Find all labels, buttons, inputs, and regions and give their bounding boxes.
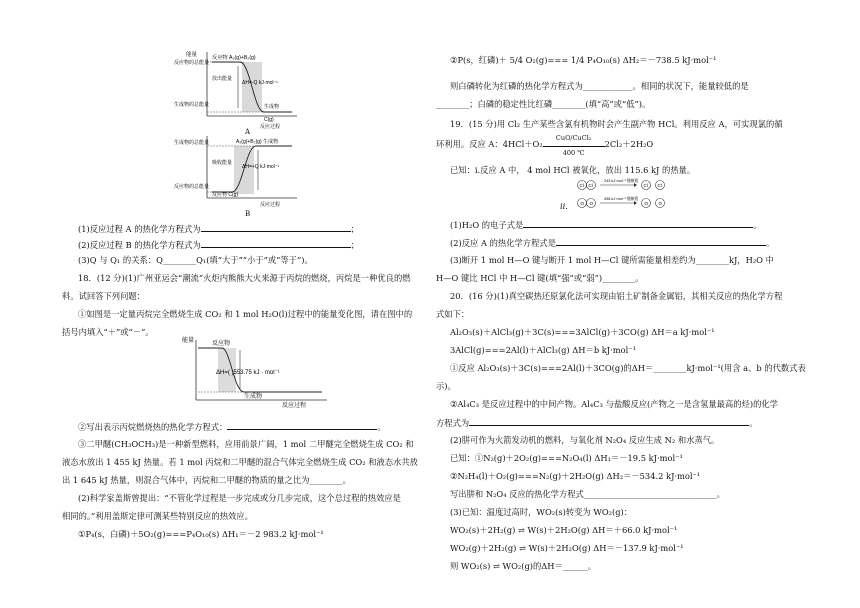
fig-b-dh: ΔH=+Q kJ·mol⁻¹ bbox=[242, 164, 280, 170]
fig18-xlabel: 反应过程 bbox=[282, 403, 307, 408]
bond-bottom-label: 498 kJ·mol⁻¹ 键断裂 bbox=[604, 197, 639, 201]
right-line-13: 式如下： bbox=[436, 309, 470, 319]
right-line-20: (2)肼可作为火箭发动机的燃料，与氧化剂 N₂O₄ 反应生成 N₂ 和水蒸气。 bbox=[450, 435, 720, 445]
fig-b-xlabel: 反应过程 bbox=[260, 202, 281, 208]
svg-text:O: O bbox=[658, 201, 663, 206]
question-18-line-8: 出 1 645 kJ 热量，则混合气体中，丙烷和二甲醚的物质的量之比为________。 bbox=[62, 475, 351, 485]
fig-b-product-formula: A₂(g)+B₂(g) 生成物 bbox=[236, 139, 279, 145]
question-18-line-1: 18．(12 分)(1)广州亚运会“潮流”火炬内熊熊大火来源于丙烷的燃烧，丙烷是一种优良的燃 bbox=[78, 273, 411, 283]
svg-text:Cl: Cl bbox=[643, 183, 648, 188]
energy-diagram-a bbox=[172, 50, 302, 130]
question-18-line-6: ③二甲醚(CH₃OCH₃)是一种新型燃料，应用前景广阔，1 mol 二甲醚完全燃烧生成 CO₂ 和 bbox=[78, 439, 414, 449]
right-line-16: ①反应 Al₂O₃(s)＋3C(s)===2Al(l)＋3CO(g)的ΔH＝________kJ·mol⁻¹(用含 a、b 的代数式表 bbox=[450, 363, 806, 373]
question-1: (1)反应过程 A 的热化学方程式为 ； bbox=[78, 224, 359, 234]
fig18-ylabel: 能量 bbox=[182, 338, 195, 344]
right-line-23: 写出肼和 N₂O₄ 反应的热化学方程式________________________________。 bbox=[450, 489, 725, 499]
right-line-8: (1)H₂O 的电子式是 。 bbox=[450, 220, 762, 230]
question-3: (3)Q 与 Q₁ 的关系：Q________Q₁(填“大于”“小于”或“等于”)。 bbox=[78, 255, 313, 265]
fig-b-absorb: 吸收能量 bbox=[212, 160, 233, 166]
right-line-18: ②Al₄C₃ 是反应过程中的中间产物。Al₄C₃ 与盐酸反应(产物之一是含氢量最高的烃)的化学 bbox=[450, 399, 778, 409]
propane-energy-diagram bbox=[182, 336, 332, 408]
question-18-line-9: (2)科学家盖斯曾提出：“不管化学过程是一步完成或分几步完成，这个总过程的热效应是 bbox=[78, 493, 401, 503]
right-line-25: WO₂(s)＋2H₂(g) ⇌ W(s)＋2H₂O(g) ΔH＝＋66.0 kJ·mol⁻¹ bbox=[450, 525, 678, 535]
right-line-24: (3)已知：温度过高时，WO₂(s)转变为 WO₂(g)： bbox=[450, 507, 633, 517]
right-line-9: (2)反应 A 的热化学方程式是 。 bbox=[450, 238, 775, 248]
fig18-reactant: 反应物 bbox=[212, 341, 231, 347]
fig-a-xlabel: 反应过程 bbox=[260, 124, 281, 130]
right-line-12: 20．(16 分)(1)真空碳热还原氯化法可实现由铝土矿制备金属铝，其相关反应的热化学方程 bbox=[450, 291, 783, 301]
fig-a-product-formula: C(g) bbox=[264, 117, 274, 123]
question-2: (2)反应过程 B 的热化学方程式为 ； bbox=[78, 240, 360, 250]
right-line-11: H—O 键比 HCl 中 H—Cl 键(填“强”或“弱”)________。 bbox=[436, 273, 644, 283]
fig-a-reactant-formula: 反应物 A₂(g)+B₂(g) bbox=[212, 55, 256, 61]
fig-b-caption: B bbox=[245, 210, 251, 218]
question-18-line-10: 相同的。”利用盖斯定律可测某些特别反应的热效应。 bbox=[62, 511, 253, 521]
svg-text:O: O bbox=[589, 201, 594, 206]
bond-top-label: 243 kJ·mol⁻¹ 键断裂 bbox=[604, 179, 639, 183]
energy-diagram-b bbox=[172, 134, 302, 210]
fig-b-reactant-formula: 反应物 C(g) bbox=[212, 192, 239, 198]
fig-a-ylabel: 能量 bbox=[186, 52, 198, 58]
temperature-label: 400 ℃ bbox=[562, 149, 585, 157]
right-line-10: (3)断开 1 mol H—O 键与断开 1 mol H—Cl 键所需能量相差约为________kJ，H₂O 中 bbox=[450, 255, 774, 265]
right-line-17: 示)。 bbox=[436, 381, 456, 391]
bond-energy-diagram bbox=[560, 178, 680, 212]
fig-a-product: 生成物 bbox=[264, 104, 280, 110]
right-line-21: 已知：①N₂(g)＋2O₂(g)===N₂O₄(l) ΔH₁＝－19.5 kJ·mol⁻¹ bbox=[450, 453, 683, 463]
right-line-3: ________；白磷的稳定性比红磷________(填“高”或“低”)。 bbox=[436, 99, 651, 109]
fig18-product: 生成物 bbox=[244, 394, 263, 400]
question-18-line-4: 括号内填入“＋”或“－”。 bbox=[62, 327, 154, 337]
question-18-line-5: ②写出表示丙烷燃烧热的热化学方程式： 。 bbox=[78, 422, 386, 432]
right-line-27: 则 WO₂(s) ⇌ WO₂(g)的ΔH＝______。 bbox=[450, 561, 596, 571]
right-line-1: ②P(s，红磷)＋ 5/4 O₂(g)=== 1/4 P₄O₁₀(s) ΔH₂＝－738.5 kJ·mol⁻¹ bbox=[450, 55, 717, 65]
fig-a-product-energy: 生成物的总能量 bbox=[174, 102, 210, 108]
question-18-line-2: 料。试回答下列问题： bbox=[62, 291, 145, 301]
question-18-line-11: ①P₄(s，白磷)＋5O₂(g)===P₄O₁₀(s) ΔH₁＝－2 983.2 kJ·mol⁻¹ bbox=[78, 529, 324, 539]
svg-text:O: O bbox=[580, 201, 585, 206]
right-line-19: 方程式为 。 bbox=[436, 418, 758, 428]
right-line-4: 19．(15 分)用 Cl₂ 生产某些含氯有机物时会产生副产物 HCl。利用反应 A，可实现氯的循 bbox=[450, 119, 783, 129]
fig-a-reactant-energy: 反应物的总能量 bbox=[174, 60, 210, 66]
right-line-15: 3AlCl(g)===2Al(l)＋AlCl₃(g) ΔH＝b kJ·mol⁻¹ bbox=[450, 345, 636, 355]
fig-a-dh: ΔH=-Q kJ·mol⁻¹ bbox=[242, 80, 278, 86]
fig-a-release: 放出能量 bbox=[212, 76, 233, 82]
question-18-line-3: ①如图是一定量丙烷完全燃烧生成 CO₂ 和 1 mol H₂O(l)过程中的能量变化图，请在图中的 bbox=[78, 309, 413, 319]
catalyst-label: CuO/CuCl₂ bbox=[555, 134, 592, 142]
right-line-14: Al₂O₃(s)＋AlCl₃(g)＋3C(s)===3AlCl(g)＋3CO(g) ΔH＝a kJ·mol⁻¹ bbox=[450, 327, 715, 337]
svg-text:Cl: Cl bbox=[657, 183, 662, 188]
fig-b-reactant-energy: 反应物的总能量 bbox=[174, 184, 210, 190]
right-line-22: ②N₂H₄(l)＋O₂(g)===N₂(g)＋2H₂O(g) ΔH₂＝－534.2 kJ·mol⁻¹ bbox=[450, 471, 701, 481]
svg-text:O: O bbox=[644, 201, 649, 206]
question-18-line-7: 液态水放出 1 455 kJ 热量。若 1 mol 丙烷和二甲醚的混合气体完全燃烧生成 CO₂ 和液态水共放 bbox=[62, 457, 418, 467]
right-line-2: 则白磷转化为红磷的热化学方程式为____________。相同的状况下，能量较低的是 bbox=[450, 81, 749, 91]
fig18-dh: ΔH=( )553.75 kJ · mol⁻¹ bbox=[216, 370, 280, 376]
right-line-26: WO₂(g)＋2H₂(g) ⇌ W(s)＋2H₂O(g) ΔH＝－137.9 kJ·mol⁻¹ bbox=[450, 543, 684, 553]
right-line-5: 环利用。反应 A：4HCl＋O₂ CuO/CuCl₂ 400 ℃ 2Cl₂＋2H₂O bbox=[436, 134, 654, 157]
ii-label: ii. bbox=[560, 201, 568, 211]
svg-text:Cl: Cl bbox=[579, 183, 584, 188]
fig-a-caption: A bbox=[245, 128, 251, 136]
svg-text:Cl: Cl bbox=[588, 183, 593, 188]
fig-b-product-energy: 生成物的总能量 bbox=[174, 140, 210, 146]
right-line-6: 已知：i.反应 A 中， 4 mol HCl 被氧化，放出 115.6 kJ 的热量。 bbox=[450, 165, 696, 175]
